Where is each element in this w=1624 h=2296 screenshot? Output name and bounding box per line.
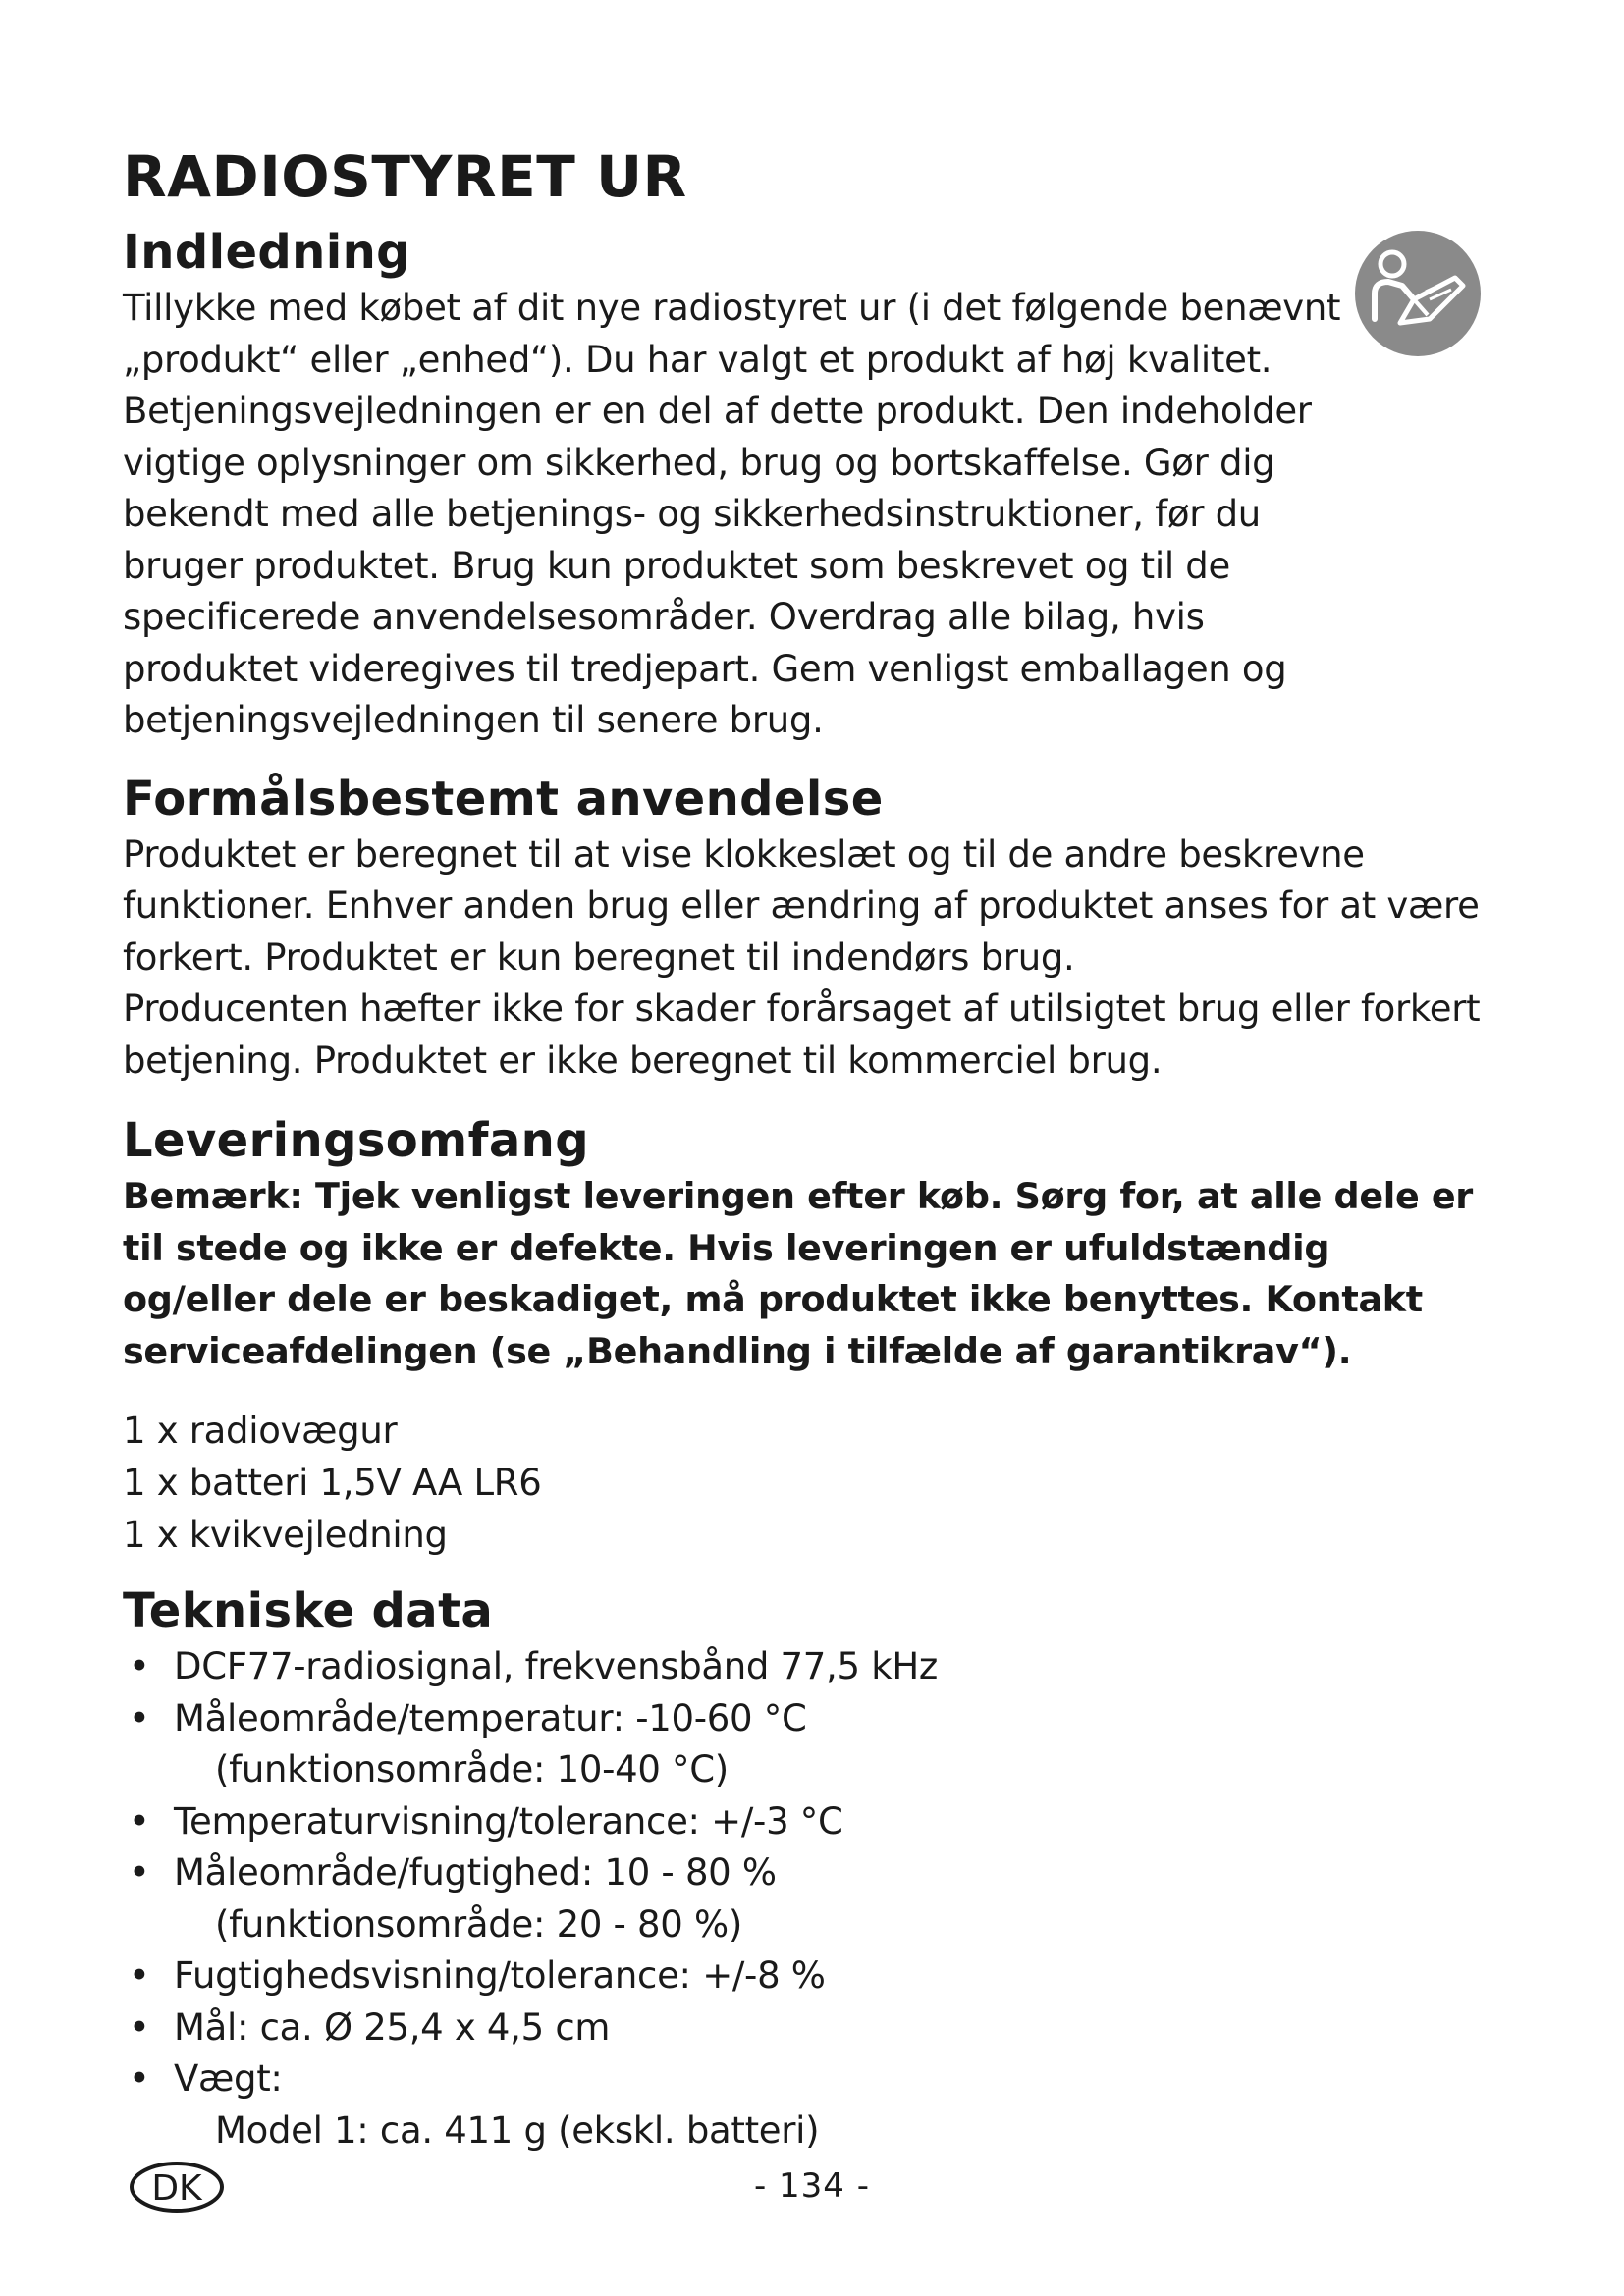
scope-section (123, 1110, 1497, 1561)
tech-heading: Tekniske data (123, 1583, 494, 1638)
page-content (123, 137, 1497, 2157)
spec-text: Fugtighedsvisning/tolerance: +/-8 % (174, 1954, 826, 1997)
scope-heading: Leveringsomfang (123, 1113, 590, 1168)
note-text: Tjek venligst leveringen efter køb. Sørg for, at alle dele er til stede og ikke er defekte. Hvis leveringen er ufuldstændig og/eller dele er beskadiget, må produktet ikke benyttes. Kontakt serviceafdelingen (se „Behandling i tilfælde af garantikrav“). (123, 1175, 1474, 1372)
spec-subtext: (funktionsområde: 20 - 80 %) (215, 1902, 742, 1946)
intro-section (123, 222, 1497, 747)
bullet-icon: • (129, 1851, 150, 1894)
spec-text: Måleområde/temperatur: -10-60 °C (174, 1696, 807, 1739)
page-number: - 134 - (753, 2166, 871, 2206)
spec-text: Mål: ca. Ø 25,4 x 4,5 cm (174, 2005, 611, 2049)
spec-item (123, 1693, 1497, 1796)
purpose-heading: Formålsbestemt anvendelse (123, 771, 884, 827)
spec-text: Temperaturvisning/tolerance: +/-3 °C (174, 1799, 843, 1842)
purpose-section (123, 769, 1497, 1088)
bullet-icon: • (129, 1696, 150, 1739)
delivery-item: 1 x radiovægur (123, 1410, 398, 1452)
bullet-icon: • (129, 1954, 150, 1997)
tech-section (123, 1580, 1497, 2157)
spec-item (123, 1641, 1497, 1693)
spec-item (123, 1847, 1497, 1950)
bullet-icon: • (129, 2005, 150, 2049)
note-label: Bemærk: (123, 1175, 303, 1217)
bullet-icon: • (129, 1799, 150, 1842)
spec-item (123, 2002, 1497, 2055)
bullet-icon: • (129, 2057, 150, 2100)
spec-subtext: Model 1: ca. 411 g (ekskl. batteri) (215, 2109, 820, 2152)
spec-text: DCF77-radiosignal, frekvensbånd 77,5 kHz (174, 1645, 938, 1687)
spec-item (123, 1950, 1497, 2002)
tech-specs-list (123, 1641, 1497, 2157)
country-code: DK (151, 2168, 202, 2209)
delivery-items-list (123, 1405, 1497, 1561)
spec-item (123, 2054, 1497, 2157)
scope-note (123, 1171, 1478, 1377)
delivery-item: 1 x kvikvejledning (123, 1514, 448, 1556)
spec-subtext: (funktionsområde: 10-40 °C) (215, 1748, 729, 1790)
spec-item (123, 1796, 1497, 1848)
read-manual-icon (1353, 229, 1483, 358)
bullet-icon: • (129, 1645, 150, 1687)
purpose-paragraph-2: Producenten hæfter ikke for skader forårsaget af utilsigtet brug eller forkert betjening. Produktet er ikke beregnet til kommerciel brug. (123, 988, 1481, 1082)
spec-text: Måleområde/fugtighed: 10 - 80 % (174, 1851, 777, 1894)
spec-text: Vægt: (174, 2057, 283, 2100)
purpose-paragraph-1: Produktet er beregnet til at vise klokkeslæt og til de andre beskrevne funktioner. Enhver anden brug eller ændring af produktet anses for at være forkert. Produktet er kun beregnet til indendørs brug. (123, 832, 1480, 979)
delivery-item: 1 x batteri 1,5V AA LR6 (123, 1462, 542, 1504)
page-title: RADIOSTYRET UR (123, 143, 687, 210)
intro-text: Tillykke med købet af dit nye radiostyret ur (i det følgende benævnt „produkt“ eller „enhed“). Du har valgt et produkt af høj kvalitet. Betjeningsvejledningen er en del af dette produkt. Den indeholder vigtige oplysninger om sikkerhed, brug og bortskaffelse. Gør dig bekendt med alle betjenings- og sikkerhedsinstruktioner, før du bruger produktet. Brug kun produktet som beskrevet og til de specificerede anvendelsesområder. Overdrag alle bilag, hvis produktet videregives til tredjepart. Gem venligst emballagen og betjeningsvejledningen til senere brug. (123, 287, 1341, 741)
intro-heading: Indledning (123, 225, 410, 280)
